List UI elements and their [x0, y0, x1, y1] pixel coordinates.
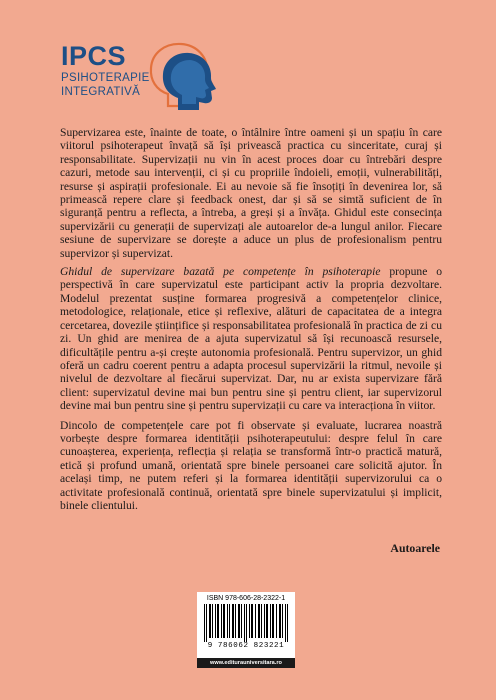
paragraph-2: [60, 265, 442, 412]
logo-subtitle-line2: INTEGRATIVĂ: [61, 86, 141, 98]
book-title-italic: Ghidul de supervizare bazată pe competențe în psihoterapie: [60, 265, 381, 279]
barcode-bars: [202, 604, 290, 642]
two-heads-icon: [138, 40, 226, 112]
back-cover-text: [60, 126, 442, 517]
barcode-digits: 9 786062 823221: [207, 642, 285, 650]
logo-title: IPCS: [61, 41, 127, 71]
author-signature: Autoarele: [390, 541, 440, 555]
isbn-label: ISBN 978-606-28-2322-1: [206, 595, 286, 602]
logo-subtitle-line1: PSIHOTERAPIE: [61, 72, 150, 84]
ipcs-logo: [61, 42, 221, 112]
paragraph-2-body: propune o perspectivă în care supervizatul este participant activ la propria dezvoltare. Modelul prezentat susține formarea progresivă a competențelor clinice, metodologice, relaționale, etice și reflexive, alături de capacitatea de a integra cercetarea, dovezile științifice și responsabilitatea profesională în practica de zi cu zi. Un ghid are menirea de a ajuta supervizatul să își recunoască resursele, dificultățile pentru a-și crește autonomia profesională. Pentru supervizor, un ghid oferă un cadru coerent pentru a adapta procesul supervizării la ritmul, nevoile și nivelul de dezvoltare al fiecărui supervizat. Dar, nu ar exista supervizare fără client: supervizatul devine mai bun pentru sine și pentru client, iar supervizorul devine mai bun pentru sine și pentru supervizații cu care va interacționa în viitor.: [60, 265, 442, 413]
paragraph-1: Supervizarea este, înainte de toate, o întâlnire între oameni și un spațiu în care viitorul psihoterapeut învață să își privească practica cu sinceritate, curaj și responsabilitate. Supervizații nu vin în acest proces doar cu întrebări despre cazuri, metode sau intervenții, ci și cu propriile îndoieli, emoții, vulnerabilități, resurse și aspirații profesionale. Ei au nevoie să fie însoțiți în devenirea lor, să primească repere clare și feedback onest, dar și să se simtă suficient de în siguranță pentru a reflecta, a întreba, a greși și a învăța. Ghidul este consecința supervizării cu generații de supervizați ale autoarelor de-a lungul anilor. Fiecare sesiune de supervizare se dorește a aduce un plus de profesionalism pentru supervizor și supervizat.: [60, 126, 442, 260]
isbn-barcode: [197, 592, 295, 658]
publisher-website: www.editurauniversitara.ro: [197, 658, 295, 668]
paragraph-3: Dincolo de competențele care pot fi observate și evaluate, lucrarea noastră vorbește despre formarea identității psihoterapeutului: despre felul în care cunoașterea, experiența, reflecția și relația se transformă într-o practică matură, etică și profund umană, orientată spre binele persoanei care solicită ajutor. În același timp, ne putem referi și la formarea identității supervizorului ca o activitate profesională continuă, orientată spre binele supervizatului și implicit, binele clientului.: [60, 418, 442, 512]
